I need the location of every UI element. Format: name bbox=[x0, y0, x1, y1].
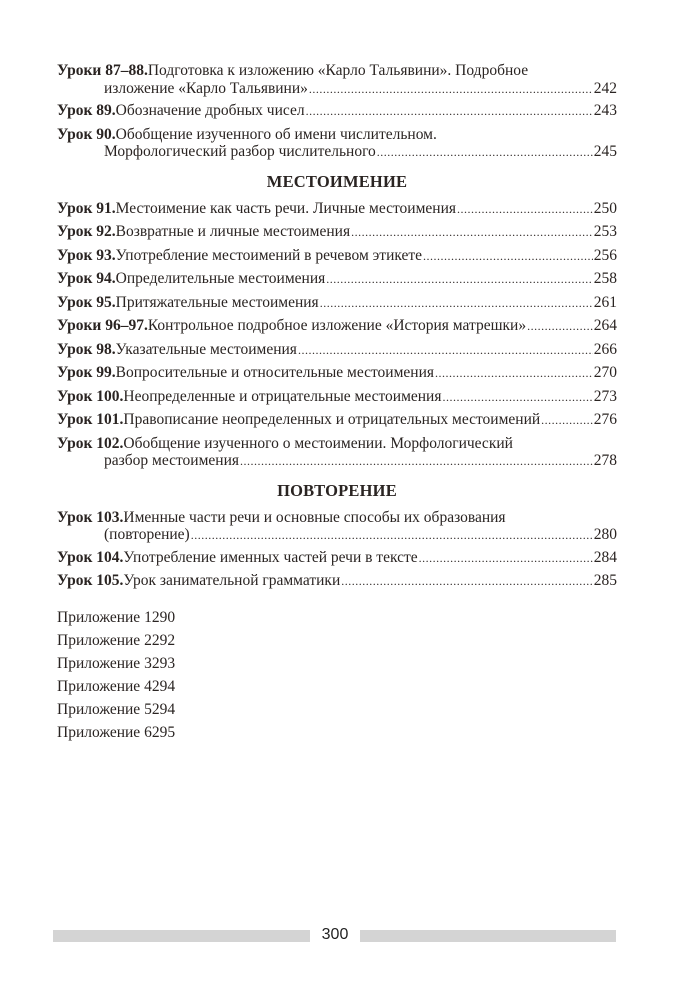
lesson-number: Урок 91. bbox=[57, 199, 116, 217]
page-ref: 294 bbox=[151, 700, 176, 718]
lesson-title: Употребление местоимений в речевом этикете bbox=[115, 246, 423, 264]
page-ref: 243 bbox=[593, 102, 617, 119]
lesson-number: Урок 89. bbox=[57, 102, 116, 119]
dot-leader bbox=[298, 342, 593, 360]
dot-leader bbox=[240, 453, 593, 471]
toc-entry[interactable] bbox=[57, 62, 617, 98]
toc-entry-line bbox=[57, 80, 617, 99]
dot-leader bbox=[320, 295, 593, 313]
page-ref: 264 bbox=[593, 317, 617, 334]
toc-entry[interactable] bbox=[57, 223, 617, 242]
page-ref: 293 bbox=[151, 654, 176, 672]
appendix-title: Приложение 5 bbox=[57, 700, 152, 718]
toc-entry-line bbox=[57, 143, 617, 162]
page-number: 300 bbox=[321, 926, 349, 943]
page-ref: 273 bbox=[593, 387, 617, 405]
footer-bar-right bbox=[360, 930, 616, 942]
page-ref: 292 bbox=[151, 631, 176, 649]
dot-leader bbox=[527, 318, 593, 336]
page-ref: 270 bbox=[593, 364, 617, 381]
page-ref: 256 bbox=[593, 246, 617, 264]
page-ref: 294 bbox=[151, 677, 176, 695]
appendix-title: Приложение 6 bbox=[57, 723, 152, 741]
lesson-title: Именные части речи и основные способы их образования bbox=[123, 508, 506, 526]
toc-entry-line bbox=[57, 223, 617, 242]
page-footer bbox=[53, 926, 616, 943]
lesson-title: Вопросительные и относительные местоимения bbox=[115, 364, 435, 381]
toc-entry-line bbox=[57, 364, 617, 383]
lesson-title: Употребление именных частей речи в тексте bbox=[123, 548, 418, 566]
lesson-title: Обозначение дробных чисел bbox=[115, 102, 305, 119]
lesson-number: Урок 95. bbox=[57, 293, 116, 311]
toc-entry-line bbox=[57, 317, 617, 336]
section-heading: МЕСТОИМЕНИЕ bbox=[266, 171, 408, 191]
lesson-number: Урок 104. bbox=[57, 548, 124, 566]
dot-leader bbox=[423, 248, 593, 266]
toc-entry-line bbox=[57, 435, 617, 453]
toc-entry-line bbox=[57, 678, 617, 695]
lesson-title: Подготовка к изложению «Карло Тальявини». Подробное bbox=[147, 62, 529, 79]
toc-entry-line bbox=[57, 270, 617, 289]
lesson-number: Уроки 96–97. bbox=[57, 317, 148, 334]
appendix-list bbox=[57, 609, 617, 741]
page-ref: 278 bbox=[593, 452, 617, 469]
toc-entry-line bbox=[57, 526, 617, 545]
toc-entry-line bbox=[57, 388, 617, 407]
appendix-title: Приложение 2 bbox=[57, 631, 152, 649]
dot-leader bbox=[442, 389, 592, 407]
appendix-entry[interactable] bbox=[57, 724, 617, 741]
toc-entry[interactable] bbox=[57, 411, 617, 430]
lesson-number: Урок 92. bbox=[57, 223, 116, 240]
lesson-number: Урок 101. bbox=[57, 411, 124, 428]
dot-leader bbox=[191, 527, 593, 545]
toc-entry-line bbox=[57, 452, 617, 471]
appendix-entry[interactable] bbox=[57, 678, 617, 695]
toc-entry-line bbox=[57, 701, 617, 718]
page-ref: 276 bbox=[593, 411, 617, 428]
lesson-number: Урок 93. bbox=[57, 246, 116, 264]
appendix-title: Приложение 1 bbox=[57, 608, 152, 626]
toc-entry[interactable] bbox=[57, 102, 617, 121]
toc-entry[interactable] bbox=[57, 294, 617, 313]
toc-entry[interactable] bbox=[57, 270, 617, 289]
toc-entry[interactable] bbox=[57, 509, 617, 545]
appendix-title: Приложение 4 bbox=[57, 677, 152, 695]
dot-leader bbox=[309, 81, 593, 99]
lesson-title: Урок занимательной грамматики bbox=[123, 572, 341, 589]
dot-leader bbox=[377, 144, 593, 162]
lesson-title: Местоимение как часть речи. Личные местоимения bbox=[115, 199, 457, 217]
toc-entry[interactable] bbox=[57, 317, 617, 336]
lesson-title: Морфологический разбор числительного bbox=[104, 143, 376, 160]
lesson-number: Уроки 87–88. bbox=[57, 62, 148, 79]
toc-entry-line bbox=[57, 572, 617, 591]
toc-entry-line bbox=[57, 200, 617, 219]
toc-entry[interactable] bbox=[57, 364, 617, 383]
toc-entry-line bbox=[57, 102, 617, 121]
page-ref: 295 bbox=[151, 723, 176, 741]
toc-entry-line bbox=[57, 609, 617, 626]
lesson-title: изложение «Карло Тальявини» bbox=[104, 79, 308, 97]
page-ref: 245 bbox=[593, 143, 617, 160]
toc-entry-line bbox=[57, 655, 617, 672]
toc-entry-line bbox=[57, 509, 617, 527]
appendix-title: Приложение 3 bbox=[57, 654, 152, 672]
toc-entry[interactable] bbox=[57, 435, 617, 471]
table-of-contents bbox=[57, 62, 617, 747]
toc-entry[interactable] bbox=[57, 200, 617, 219]
lesson-title: Контрольное подробное изложение «История матрешки» bbox=[147, 317, 527, 334]
lesson-number: Урок 105. bbox=[57, 572, 124, 589]
toc-entry-line bbox=[57, 724, 617, 741]
toc-entry-line bbox=[57, 632, 617, 649]
lesson-title: Обобщение изученного о местоимении. Морфологический bbox=[123, 434, 513, 452]
toc-entry-line bbox=[57, 341, 617, 360]
lesson-number: Урок 98. bbox=[57, 340, 116, 358]
toc-entry[interactable] bbox=[57, 572, 617, 591]
page-ref: 258 bbox=[593, 270, 617, 287]
dot-leader bbox=[541, 412, 593, 430]
lesson-title: Правописание неопределенных и отрицательных местоимений bbox=[123, 411, 541, 428]
lesson-title: разбор местоимения bbox=[104, 452, 239, 469]
page-ref: 284 bbox=[593, 548, 617, 566]
toc-entry[interactable] bbox=[57, 549, 617, 568]
dot-leader bbox=[341, 573, 593, 591]
dot-leader bbox=[306, 103, 593, 121]
dot-leader bbox=[457, 201, 593, 219]
toc-entry[interactable] bbox=[57, 126, 617, 162]
toc-entry[interactable] bbox=[57, 341, 617, 360]
toc-entry-line bbox=[57, 247, 617, 266]
toc-entry[interactable] bbox=[57, 247, 617, 266]
appendix-entry[interactable] bbox=[57, 701, 617, 718]
page-ref: 253 bbox=[593, 223, 617, 240]
lesson-title: Определительные местоимения bbox=[115, 270, 326, 287]
lesson-number: Урок 103. bbox=[57, 508, 124, 526]
toc-entry-line bbox=[57, 549, 617, 568]
page-ref: 285 bbox=[593, 572, 617, 589]
section-heading: ПОВТОРЕНИЕ bbox=[277, 480, 397, 500]
page-ref: 266 bbox=[593, 340, 617, 358]
lesson-number: Урок 94. bbox=[57, 270, 116, 287]
page-ref: 250 bbox=[593, 199, 617, 217]
appendix-entry[interactable] bbox=[57, 609, 617, 626]
dot-leader bbox=[351, 224, 593, 242]
toc-entry-line bbox=[57, 294, 617, 313]
lesson-title: Возвратные и личные местоимения bbox=[115, 223, 351, 240]
page-ref: 261 bbox=[593, 293, 617, 311]
page-ref: 290 bbox=[151, 608, 176, 626]
dot-leader bbox=[419, 550, 593, 568]
toc-entry[interactable] bbox=[57, 388, 617, 407]
toc-entry-line bbox=[57, 126, 617, 144]
lesson-title: Обобщение изученного об имени числительном. bbox=[115, 125, 437, 143]
dot-leader bbox=[326, 271, 592, 289]
lesson-number: Урок 90. bbox=[57, 125, 116, 143]
lesson-number: Урок 100. bbox=[57, 387, 124, 405]
page-ref: 280 bbox=[593, 526, 617, 543]
lesson-number: Урок 99. bbox=[57, 364, 116, 381]
lesson-title: (повторение) bbox=[104, 526, 190, 543]
lesson-number: Урок 102. bbox=[57, 434, 124, 452]
lesson-title: Притяжательные местоимения bbox=[115, 293, 319, 311]
appendix-entry[interactable] bbox=[57, 632, 617, 649]
lesson-title: Неопределенные и отрицательные местоимения bbox=[123, 387, 442, 405]
appendix-entry[interactable] bbox=[57, 655, 617, 672]
page-ref: 242 bbox=[593, 79, 617, 97]
toc-entry-line bbox=[57, 62, 617, 80]
footer-bar-left bbox=[53, 930, 310, 942]
toc-entry-line bbox=[57, 411, 617, 430]
dot-leader bbox=[435, 365, 593, 383]
lesson-title: Указательные местоимения bbox=[115, 340, 297, 358]
